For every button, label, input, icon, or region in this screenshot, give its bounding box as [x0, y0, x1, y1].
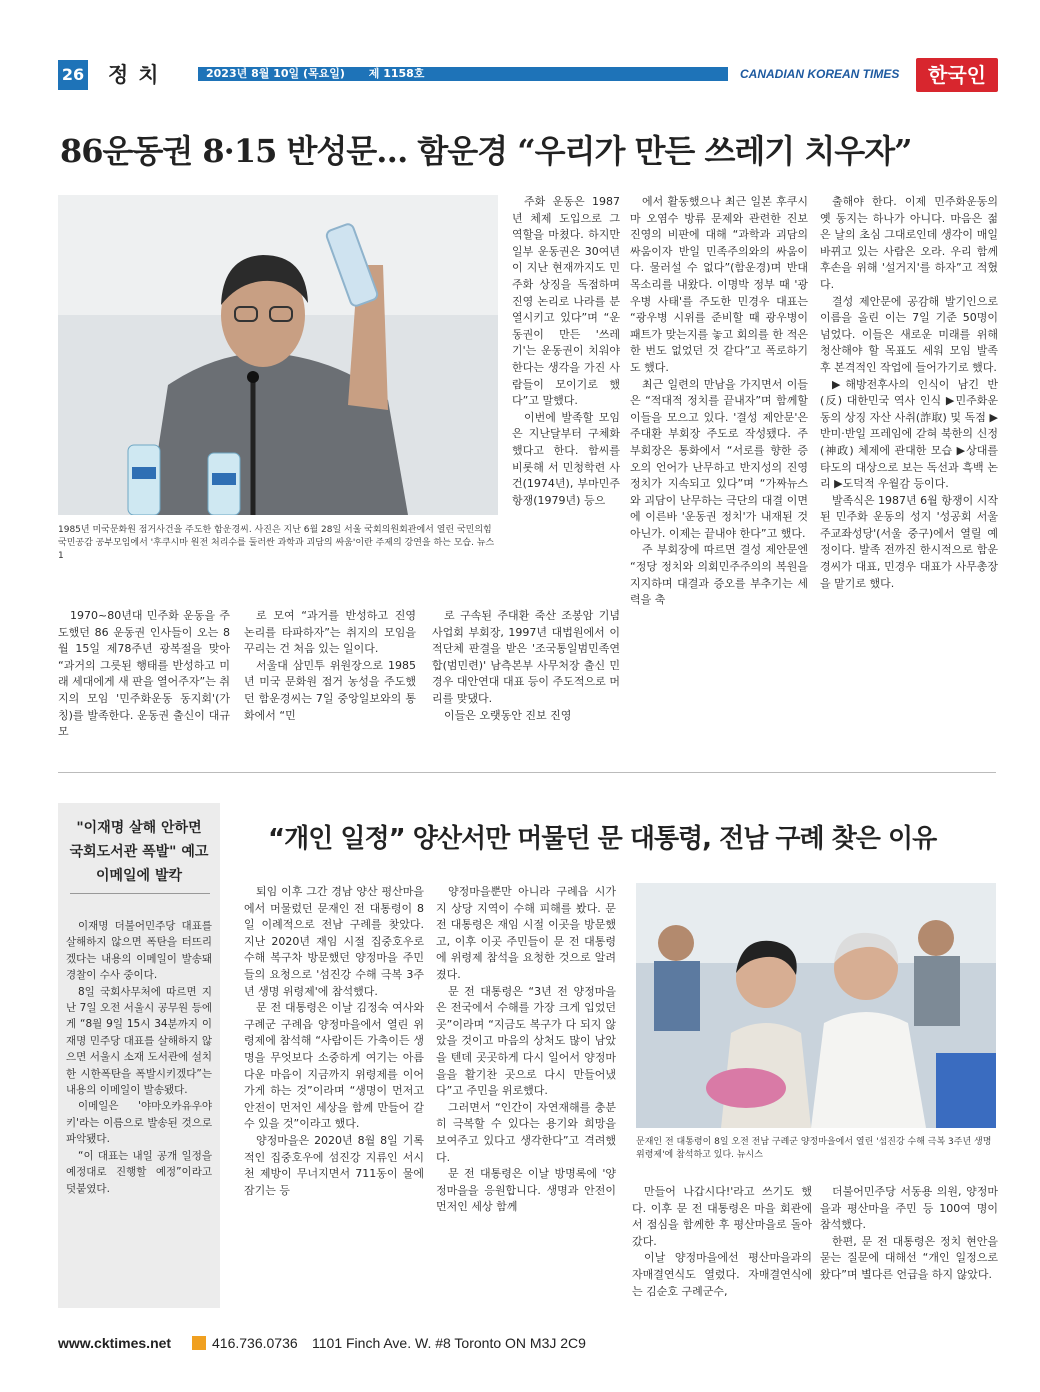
article1-photo — [58, 195, 498, 515]
article2-photo — [636, 883, 996, 1128]
paragraph: 8일 국회사무처에 따르면 지난 7일 오전 서울시 공무원 등에게 “8월 9일 15시 34분까지 이재명 민주당 대표를 살해하지 않으면 서울시 소재 도서관에 설치한 시한폭탄을 폭발시키겠다”는 내용의 이메일이 발송됐다. — [66, 985, 212, 1097]
article2-headline: “개인 일정” 양산서만 머물던 문 대통령, 전남 구례 찾은 이유 — [268, 824, 937, 854]
article2-column-3 — [632, 1184, 812, 1300]
article1-column-2 — [244, 608, 416, 724]
paragraph: 문 전 대통령은 이날 김정숙 여사와 구례군 구례읍 양정마을에서 열린 위령제에 참석해 “사람이든 가축이든 생명을 무엇보다 소중하게 여기는 아름다운 마음이 지금까지 위령제를 이어가게 하는 것”이라며 “생명이 먼저고 안전이 먼저인 세상을 함께 만들어 갈 수 있을 것”이라고 했다. — [244, 1001, 424, 1131]
article1-column-5 — [820, 194, 998, 592]
paragraph: 이날 양정마을에선 평산마을과의 자매결연식도 열렸다. 자매결연식에는 김순호 구례군수, — [632, 1251, 812, 1298]
paragraph: 에서 활동했으나 최근 일본 후쿠시마 오염수 방류 문제와 관련한 진보 진영의 비판에 대해 “과학과 괴담의 싸움이자 반일 민족주의와의 싸움이다. 물러설 수 없다”(함운경)며 반대 목소리를 내왔다. 이명박 정부 때 '광우병 사태'를 주도한 민경우 대표는 “광우병 시위를 준비할 때 광우병이 패트가 맞는지를 놓고 회의를 한 적은 한 번도 없었던 것 같다”고 폭로하기도 했다. — [630, 195, 808, 374]
article2-column-2 — [436, 884, 616, 1216]
paragraph: 양정마을은 2020년 8월 8일 기록적인 집중호우에 섬진강 지류인 서시천 제방이 무너지면서 711동이 물에 잠기는 등 — [244, 1133, 424, 1197]
section-divider — [58, 772, 996, 773]
paragraph: 발족식은 1987년 6월 항쟁이 시작된 민주화 운동의 성지 '성공회 서울주교좌성당'(서울 중구)에서 열릴 예정이다. 발족 전까진 한시적으로 함운경씨가 대표, 민경우 대표가 사무총장을 맡기로 했다. — [820, 493, 998, 590]
sidebar-headline-line: "이재명 살해 안하면 — [76, 820, 202, 836]
issue-date: 2023년 8월 10일 (목요일) — [206, 67, 345, 80]
paragraph: 주 부회장에 따르면 결성 제안문엔 “정당 정치와 의회민주주의의 복원을 지지하며 대결과 증오를 부추기는 세력을 축 — [630, 543, 808, 607]
paragraph: 양정마을뿐만 아니라 구례읍 시가지 상당 지역이 수해 피해를 봤다. 문 전 대통령은 재임 시절 이곳을 방문했고, 이후 이곳 주민들이 문 전 대통령에 위령제 참석을 요청한 것으로 알려졌다. — [436, 885, 616, 981]
paragraph: 최근 일련의 만남을 가지면서 이들은 “적대적 정치를 끝내자”며 함께할 이들을 모으고 있다. '결성 제안문'은 주대환 부회장 주도로 작성됐다. 주 부회장은 통화에서 “서로를 향한 증오의 언어가 난무하고 반지성의 진영 정치가 지속되고 있다”며 “가짜뉴스와 괴담이 난무하는 극단의 대결 이면에 이른바 '운동권 정치'가 내재된 것 아닌가. 이제는 끝내야 한다”고 했다. — [630, 377, 808, 540]
paragraph: 결성 제안문에 공감해 발기인으로 이름을 올린 이는 7일 기준 50명이 넘었다. 이들은 새로운 미래를 위해 청산해야 할 목표도 세워 모임 발족 후 본격적인 작업에 들어가기로 했다. — [820, 294, 998, 374]
article2-column-1 — [244, 884, 424, 1199]
sidebar-rule — [70, 893, 210, 894]
paragraph: 이메일은 '야마오카유우야키'라는 이름으로 발송된 것으로 파악됐다. — [66, 1100, 212, 1146]
header-bar — [198, 67, 728, 81]
article2-photo-caption: 문재인 전 대통령이 8일 오전 전남 구례군 양정마을에서 열린 '섬진강 수해 극복 3주년 생명 위령제'에 참석하고 있다. 뉴시스 — [636, 1137, 992, 1160]
event-photo-illustration — [636, 883, 996, 1128]
paragraph: 이재명 더불어민주당 대표를 살해하지 않으면 폭탄을 터뜨리겠다는 내용의 이메일이 발송돼 경찰이 수사 중이다. — [66, 920, 212, 982]
footer-address: 1101 Finch Ave. W. #8 Toronto ON M3J 2C9 — [312, 1335, 586, 1351]
sidebar-headline-line: 이메일에 발칵 — [95, 868, 183, 884]
paragraph: “이 대표는 내일 공개 일정을 예정대로 진행할 예정”이라고 덧붙였다. — [66, 1149, 212, 1195]
paragraph: 이들은 오랫동안 진보 진영 — [444, 708, 572, 722]
paragraph: 퇴임 이후 그간 경남 양산 평산마을에서 머물렀던 문재인 전 대통령이 8일 이례적으로 전남 구례를 찾았다. 지난 2020년 재임 시절 집중호우로 수해 복구차 방문했던 양정마을 주민들의 요청으로 '섬진강 수해 극복 3주년 생명 위령제'에 참석했다. — [244, 885, 424, 998]
paragraph: ▶해방전후사의 인식이 남긴 반(反) 대한민국 역사 인식 ▶민주화운동의 상징 자산 사취(詐取) 및 독점 ▶반미·반일 프레임에 갇혀 북한의 신정(神政) 체제에 관대한 모습 ▶상대를 타도의 대상으로 보는 독선과 흑백 논리 ▶도덕적 우월감 등이다. — [820, 377, 998, 491]
paragraph: 문 전 대통령은 “3년 전 양정마을은 전국에서 수해를 가장 크게 입었던 곳”이라며 “지금도 복구가 다 되지 않았을 것이고 마음의 상처도 많이 남았을 텐데 곳곳하게 다시 일어서 양정마을을 활기찬 곳으로 다시 만들어냈다”고 주민을 위로했다. — [436, 984, 616, 1098]
paragraph: 만들어 나갑시다!'라고 쓰기도 했다. 이후 문 전 대통령은 마을 회관에서 점심을 함께한 후 평산마을로 돌아갔다. — [632, 1185, 812, 1248]
paragraph: 서울대 삼민투 위원장으로 1985년 미국 문화원 점거 농성을 주도했던 함운경씨는 7일 중앙일보와의 통화에서 “민 — [244, 658, 416, 722]
section-title: 정치 — [108, 63, 169, 87]
paragraph: 로 구속된 주대환 죽산 조봉암 기념사업회 부회장, 1997년 대법원에서 이적단체 판결을 받은 '조국통일범민족연합(범민련)' 남측본부 사무처장 출신 민경우 대안연대 대표 등이 주도적으로 머리를 맞댔다. — [432, 609, 620, 705]
phone-icon — [192, 1336, 206, 1350]
publication-name: CANADIAN KOREAN TIMES — [740, 67, 900, 81]
article1-column-3b — [432, 608, 620, 724]
footer-website[interactable]: www.cktimes.net — [58, 1335, 172, 1351]
speaker-photo-illustration — [58, 195, 498, 515]
paragraph: 로 모여 “과거를 반성하고 진영 논리를 타파하자”는 취지의 모임을 꾸리는 건 처음 있는 일이다. — [244, 609, 416, 656]
paragraph: 한편, 문 전 대통령은 정치 현안을 묻는 질문에 대해선 “개인 일정으로 왔다”며 별다른 언급을 하지 않았다. — [820, 1234, 998, 1281]
article1-column-1 — [58, 608, 230, 741]
sidebar-headline-line: 국회도서관 폭발" 예고 — [69, 844, 209, 860]
paragraph: 1970~80년대 민주화 운동을 주도했던 86 운동권 인사들이 오는 8월 15일 제78주년 광복절을 맞아 “과거의 그릇된 행태를 반성하고 미래 세대에게 새 판을 열어주자”는 취지의 모임 '민주화운동 동지회'(가칭)를 발족한다. 운동권 출신이 대규모 — [58, 609, 230, 739]
sidebar-headline — [58, 816, 220, 888]
page-number: 26 — [58, 60, 88, 90]
article2-column-4 — [820, 1184, 998, 1284]
article1-column-4 — [630, 194, 808, 609]
sidebar-body — [66, 918, 212, 1197]
paragraph: 출해야 한다. 이제 민주화운동의 옛 동지는 하나가 아니다. 마음은 젊은 날의 초심 그대로인데 생각이 매일 바뀌고 있는 사람은 오라. 우리 함께 후손을 위해 '설거지'를 하자”고 적혔다. — [820, 195, 998, 291]
paragraph: 주화 운동은 1987년 체제 도입으로 그 역할을 마쳤다. 하지만 일부 운동권은 30여년이 지난 현재까지도 민주화 상징을 독점하며 진영 논리로 나라를 분열시키고 있다”며 “운동권이 만든 '쓰레기'는 운동권이 치워야 한다는 생각을 가진 사람들이 모이기로 했다”고 말했다. — [512, 195, 620, 408]
issue-number: 제 1158호 — [368, 67, 425, 80]
paragraph: 이번에 발족할 모임은 지난달부터 구체화했다고 한다. 함씨를 비롯해 서 민청학련 사건(1974년), 부마민주항쟁(1979년) 등으 — [512, 410, 620, 507]
article1-photo-caption: 1985년 미국문화원 점거사건을 주도한 함운경씨. 사진은 지난 6월 28일 서울 국회의원회관에서 열린 국민의힘 국민공감 공부모임에서 '후쿠시마 원전 처리수를 둘러싼 과학과 괴담의 싸움'이란 주제의 강연을 하는 모습. 뉴스1 — [58, 525, 495, 561]
article1-column-3 — [512, 194, 620, 509]
paragraph: 그러면서 “인간이 자연재해를 충분히 극복할 수 있다는 용기와 희망을 보여주고 있다고 생각한다”고 격려했다. — [436, 1100, 616, 1164]
paragraph: 문 전 대통령은 이날 방명록에 '양정마을을 응원합니다. 생명과 안전이 먼저인 세상 함께 — [436, 1167, 616, 1214]
newspaper-logo: 한국인 — [916, 58, 998, 92]
article1-headline: 86운동권 8·15 반성문… 함운경 “우리가 만든 쓰레기 치우자” — [60, 132, 912, 170]
footer-phone: 416.736.0736 — [212, 1335, 298, 1351]
paragraph: 더불어민주당 서동용 의원, 양정마을과 평산마을 주민 등 100여 명이 참석했다. — [820, 1185, 998, 1232]
